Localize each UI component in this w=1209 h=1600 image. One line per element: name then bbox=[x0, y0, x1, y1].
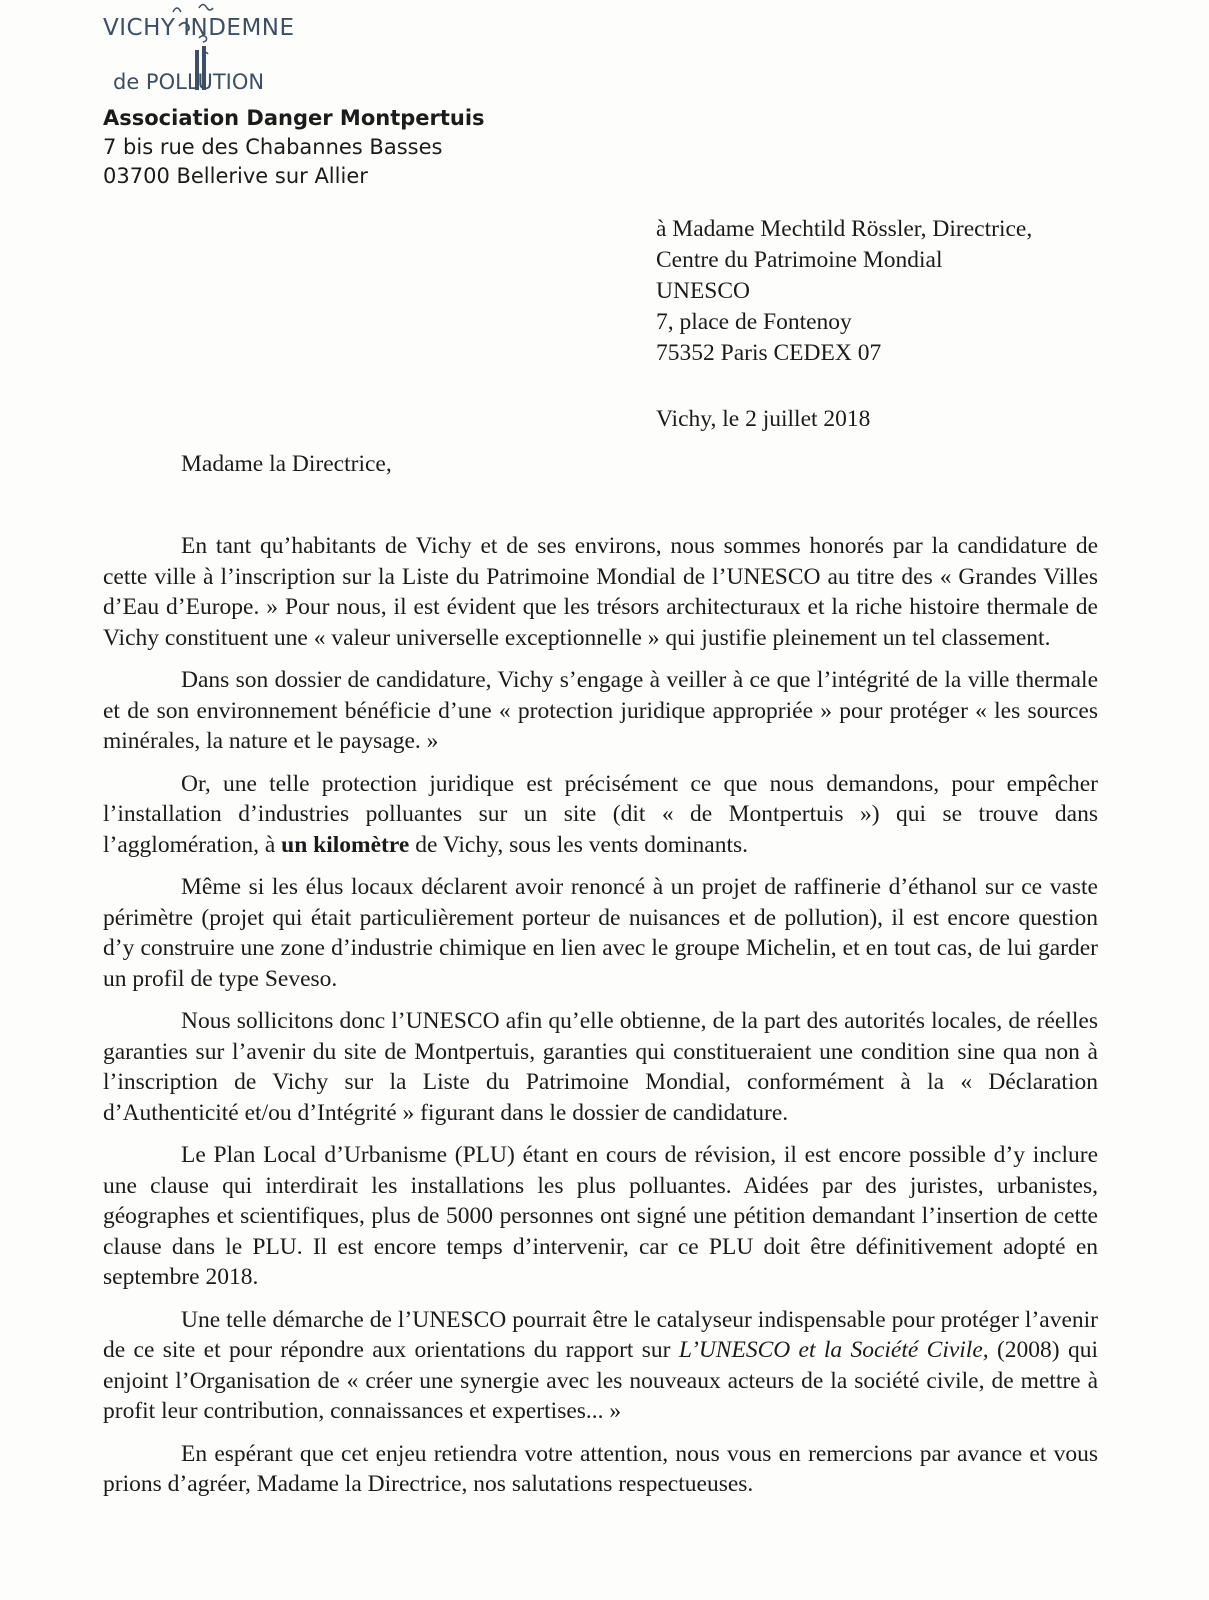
paragraph: Le Plan Local d’Urbanisme (PLU) étant en cours de révision, il est encore possible d’y inclure une clause qui interdirait les installations les plus polluantes. Aidées par des juristes, urbanistes, géographes et scientifiques, plus de 5000 personnes ont signé une pétition demandant l’insertion de cette clause dans le PLU. Il est encore temps d’intervenir, car ce PLU doit être définitivement adopté en septembre 2018. bbox=[103, 1142, 1098, 1290]
sender-city: 03700 Bellerive sur Allier bbox=[103, 164, 368, 188]
sender-street: 7 bis rue des Chabannes Basses bbox=[103, 135, 443, 159]
emphasis-bold: un kilomètre bbox=[281, 831, 410, 858]
logo-line-2: de POLLUTION bbox=[113, 70, 265, 94]
paragraph-text: de Vichy, sous les vents dominants. bbox=[409, 831, 748, 858]
paragraph: Même si les élus locaux déclarent avoir renoncé à un projet de raffinerie d’éthanol sur ce vaste périmètre (projet qui était particulièrement porteur de nuisances et de pollution), il est encore question d’y construire une zone d’industrie chimique en lien avec le groupe Michelin, et en tout cas, de lui garder un profil de type Seveso. bbox=[103, 874, 1098, 992]
sender-address bbox=[103, 104, 485, 191]
recipient-line: 7, place de Fontenoy bbox=[656, 309, 852, 335]
recipient-line: 75352 Paris CEDEX 07 bbox=[656, 340, 882, 366]
logo-line-1: VICHY INDEMNE bbox=[103, 15, 295, 41]
report-title-italic: L’UNESCO et la Société Civile, bbox=[678, 1337, 989, 1363]
sender-organization: Association Danger Montpertuis bbox=[103, 106, 485, 130]
paragraph: En espérant que cet enjeu retiendra votre attention, nous vous en remercions par avance et vous prions d’agréer, Madame la Directrice, nos salutations respectueuses. bbox=[103, 1440, 1098, 1497]
association-logo bbox=[103, 0, 343, 100]
paragraph-text: Une telle démarche de l’UNESCO pourrait être le catalyseur indispensable pour protéger l’avenir de ce site et pour répondre aux orientations du rapport sur bbox=[103, 1306, 1098, 1363]
letter-body bbox=[103, 531, 1098, 1512]
recipient-line: Centre du Patrimoine Mondial bbox=[656, 247, 943, 273]
paragraph: En tant qu’habitants de Vichy et de ses environs, nous sommes honorés par la candidature de cette ville à l’inscription sur la Liste du Patrimoine Mondial de l’UNESCO au titre des « Grandes Villes d’Eau d’Europe. » Pour nous, il est évident que les trésors architecturaux et la riche histoire thermale de Vichy constituent une « valeur universelle exceptionnelle » qui justifie pleinement un tel classement. bbox=[103, 533, 1098, 651]
letter-date: Vichy, le 2 juillet 2018 bbox=[656, 406, 871, 432]
recipient-line: à Madame Mechtild Rössler, Directrice, bbox=[656, 216, 1033, 242]
salutation: Madame la Directrice, bbox=[181, 451, 392, 477]
recipient-address bbox=[656, 214, 1032, 369]
paragraph-text: Or, une telle protection juridique est précisément ce que nous demandons, pour empêcher l’installation d’industries polluantes sur un site (dit « de Montpertuis ») qui se trouve dans l’agglomération, à bbox=[103, 770, 1098, 858]
paragraph: Dans son dossier de candidature, Vichy s’engage à veiller à ce que l’intégrité de la ville thermale et de son environnement bénéficie d’une « protection juridique appropriée » pour protéger « les sources minérales, la nature et le paysage. » bbox=[103, 667, 1098, 754]
paragraph: Nous sollicitons donc l’UNESCO afin qu’elle obtienne, de la part des autorités locales, de réelles garanties sur l’avenir du site de Montpertuis, garanties qui constitueraient une condition sine qua non à l’inscription de Vichy sur la Liste du Patrimoine Mondial, conformément à la « Déclaration d’Authenticité et/ou d’Intégrité » figurant dans le dossier de candidature. bbox=[103, 1008, 1098, 1126]
recipient-line: UNESCO bbox=[656, 278, 751, 304]
paragraph bbox=[103, 769, 1098, 861]
paragraph-text: (2008) qui enjoint l’Organisation de « créer une synergie avec les nouveaux acteurs de la société civile, de mettre à profit leur contribution, connaissances et expertises... » bbox=[103, 1337, 1098, 1424]
paragraph bbox=[103, 1305, 1098, 1427]
